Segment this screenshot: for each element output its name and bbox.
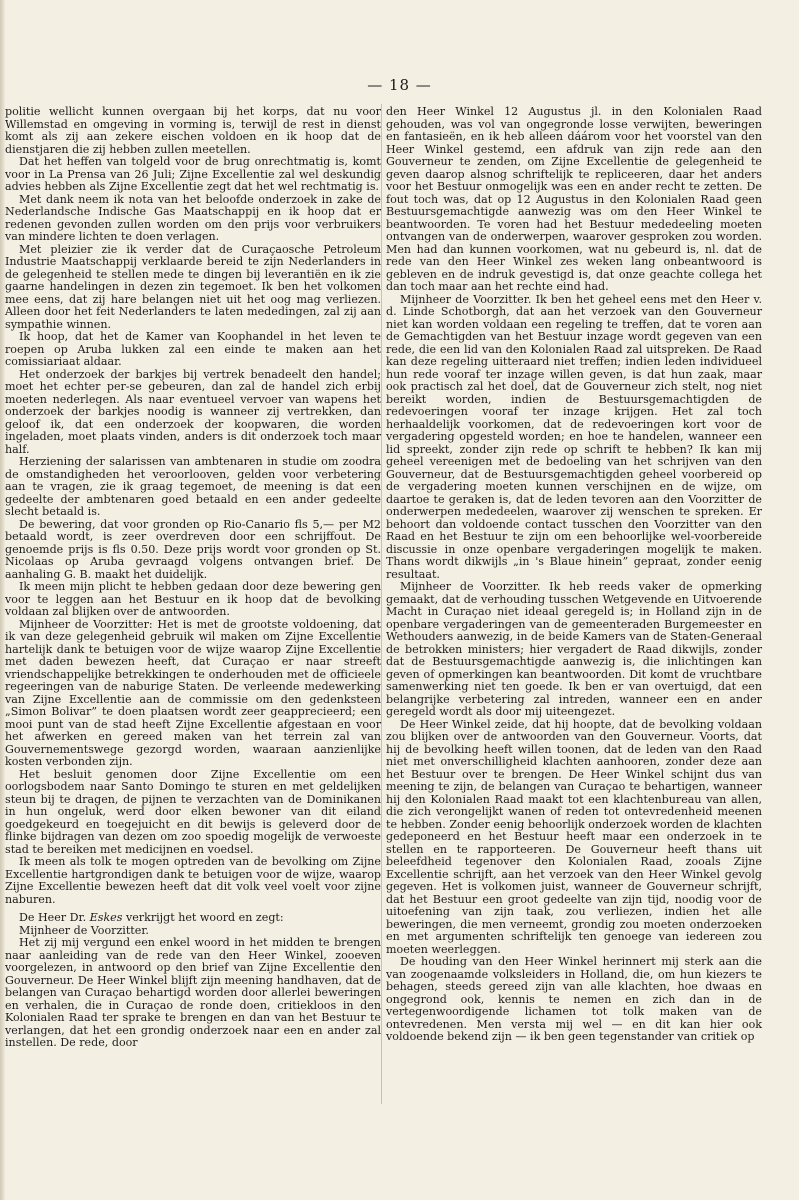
paragraph: Ik meen als tolk te mogen optreden van de bevolking om Zijne Excellentie hartgrondigen dank te betuigen voor de wijze, waarop Zijne Excellentie bewezen heeft dat dit volk veel voelt voor zijne naburen. — [5, 855, 381, 906]
paragraph: Dat het heffen van tolgeld voor de brug onrechtmatig is, komt voor in La Prensa van 26 Juli; Zijne Excellentie zal wel deskundig advies hebben als Zijne Excellentie zegt dat het wel rechtmatig is. — [5, 155, 381, 193]
paragraph: Het onderzoek der barkjes bij vertrek benadeelt den handel; moet het echter per-se gebeuren, dan zal de handel zich erbij moeten nederlegen. Als naar eventueel vervoer van wapens het onderzoek der barkjes noodig is wanneer zij vertrekken, dan geloof ik, dat een onderzoek der koopwaren, die worden ingeladen, moet plaats vinden, anders is dit onderzoek toch maar half. — [5, 367, 381, 456]
paragraph: Mijnheer de Voorzitter: Het is met de grootste voldoening, dat ik van deze gelegenheid gebruik wil maken om Zijne Excellentie hartelijk dank te betuigen voor de wijze waarop Zijne Excellentie met daden bewezen heeft, dat Curaçao er naar streeft vriendschappelijke betrekkingen te onderhouden met de officieele regeeringen van de naburige Staten. De verleende medewerking van Zijne Excellentie aan de commissie om den gedenksteen „Simon Bolivar” te doen plaatsen wordt zeer geapprecieerd; een mooi punt van de stad heeft Zijne Excellentie afgestaan en voor het afwerken en gereed maken van het terrein zal van Gouvernementswege gezorgd worden, waaraan aanzienlijke kosten verbonden zijn. — [5, 617, 381, 768]
paragraph: Mijnheer de Voorzitter. — [19, 923, 149, 937]
paragraph: Het zij mij vergund een enkel woord in het midden te brengen naar aanleiding van de rede van den Heer Winkel, zooeven voorgelezen, in antwoord op den brief van Zijne Excellentie den Gouverneur. De Heer Winkel blijft zijn meening handhaven, dat de belangen van Curaçao behartigd worden door allerlei beweringen en verhalen, die in Curaçao de ronde doen, critiekloos in den Kolonialen Raad ter sprake te brengen en dan van het Bestuur te verlangen, dat het een grondig onderzoek naar een en ander zal instellen. De rede, door — [5, 936, 381, 1049]
speaker-name: Eskes — [89, 911, 123, 924]
paragraph: Mijnheer de Voorzitter. Ik heb reeds vaker de opmerking gemaakt, dat de verhouding tusschen Wetgevende en Uitvoerende Macht in Curaçao niet ideaal geregeld is; in Holland zijn in de openbare vergaderingen van de gemeenteraden Burgemeester en Wethouders aanwezig, in de beide Kamers van de Staten-Generaal de betrokken ministers; hier vergadert de Raad dikwijls, zonder dat de Bestuursgemachtigde aanwezig is, die inlichtingen kan geven of opmerkingen kan beantwoorden. Dit komt de vruchtbare samenwerking niet ten goede. Ik ben er van overtuigd, dat een belangrijke verbetering zal intreden, wanneer een en ander geregeld wordt als door mij uiteengezet. — [386, 580, 762, 718]
paragraph: Ik hoop, dat het de Kamer van Koophandel in het leven te roepen op Aruba lukken zal een einde te maken aan het comissiariaat aldaar. — [5, 330, 381, 368]
paragraph: Met dank neem ik nota van het beloofde onderzoek in zake de Nederlandsche Indische Gas Maatschappij en ik hoop dat er redenen gevonden zullen worden om den prijs voor verbruikers van mindere lichten te doen verlagen. — [5, 192, 381, 243]
paragraph: De bewering, dat voor gronden op Rio-Canario fls 5,— per M2 betaald wordt, is zeer overdreven door een schrijffout. De genoemde prijs is fls 0.50. Deze prijs wordt voor gronden op St. Nicolaas op Aruba gevraagd volgens ontvangen brief. De aanhaling G. B. maakt het duidelijk. — [5, 517, 381, 581]
page-number: — 18 — — [367, 76, 432, 94]
paragraph: politie wellicht kunnen overgaan bij het korps, dat nu voor Willemstad en omgeving in vorming is, terwijl de rest in dienst komt als zij aan zekere eischen voldoen en ik hoop dat de dienstjaren die zij hebben zullen meetellen. — [5, 105, 381, 156]
speaker-intro — [5, 912, 381, 925]
paragraph: De Heer Winkel zeide, dat hij hoopte, dat de bevolking voldaan zou blijken over de antwoorden van den Gouverneur. Voorts, dat hij de bevolking heeft willen toonen, dat de leden van den Raad niet met onverschilligheid klachten aanhooren, zonder deze aan het Bestuur over te brengen. De Heer Winkel schijnt dus van meening te zijn, de belangen van Curaçao te behartigen, wanneer hij den Kolonialen Raad maakt tot een klachtenbureau van allen, die zich verongelijkt wanen of reden tot ontevredenheid meenen te hebben. Zonder eenig behoorlijk onderzoek worden de klachten gedeponeerd en het Bestuur heeft maar een onderzoek in te stellen en te rapporteeren. De Gouverneur heeft thans uit beleefdheid tegenover den Kolonialen Raad, zooals Zijne Excellentie schrijft, aan het verzoek van den Heer Winkel gevolg gegeven. Het is volkomen juist, wanneer de Gouverneur schrijft, dat het Bestuur een groot gedeelte van zijn tijd, noodig voor de uitoefening van zijn taak, zou verliezen, indien het alle beweringen, die men verneemt, grondig zou moeten onderzoeken en met argumenten schriftelijk ten genoege van iedereen zou moeten weerleggen. — [386, 717, 762, 956]
right-column — [386, 106, 762, 1044]
speaker-intro-suffix: verkrijgt het woord en zegt: — [122, 911, 284, 924]
column-divider — [381, 104, 382, 1104]
paragraph: Mijnheer de Voorzitter. Ik ben het geheel eens met den Heer v. d. Linde Schotborgh, dat aan het verzoek van den Gouverneur niet kan worden voldaan een regeling te treffen, dat te voren aan de Gemachtigden van het Bestuur inzage wordt gegeven van een rede, die een lid van den Kolonialen Raad zal uitspreken. De Raad kan deze regeling uitteraard niet treffen; indien leden individueel hun rede vooraf ter inzage willen geven, is dat hun zaak, maar ook practisch zal het doel, dat de Gouverneur zich stelt, nog niet bereikt worden, indien de Bestuursgemachtigden de redevoeringen vooraf ter inzage krijgen. Het zal toch herhaaldelijk voorkomen, dat de redevoeringen kort voor de vergadering opgesteld worden; en hoe te handelen, wanneer een lid spreekt, zonder zijn rede op schrift te hebben? Ik kan mij geheel vereenigen met de bedoeling van het schrijven van den Gouverneur, dat de Bestuursgemachtigden geheel voorbereid op de vergadering moeten kunnen verschijnen en de wijze, om daartoe te geraken is, dat de leden tevoren aan den Voorzitter de onderwerpen mededeelen, waarover zij wenschen te spreken. Er behoort dan voldoende contact tusschen den Voorzitter van den Raad en het Bestuur te zijn om een behoorlijke wel-voorbereide discussie in onze openbare vergaderingen mogelijk te maken. Thans wordt dikwijls „in 's Blaue hinein” gepraat, zonder eenig resultaat. — [386, 292, 762, 581]
paragraph: Met pleizier zie ik verder dat de Curaçaosche Petroleum Industrie Maatschappij verklaarde bereid te zijn Nederlanders in de gelegenheid te stellen mede te dingen bij leverantiën en ik zie gaarne handelingen in dezen zin tegemoet. Ik ben het volkomen mee eens, dat zij hare belangen niet uit het oog mag verliezen. Alleen door het feit Nederlanders te laten mededingen, zal zij aan sympathie winnen. — [5, 242, 381, 331]
paragraph: Ik meen mijn plicht te hebben gedaan door deze bewering gen voor te leggen aan het Bestuur en ik hoop dat de bevolking voldaan zal blijken over de antwoorden. — [5, 580, 381, 618]
paragraph: De houding van den Heer Winkel herinnert mij sterk aan die van zoogenaamde volksleiders in Holland, die, om hun kiezers te behagen, steeds gereed zijn van alle klachten, hoe dwaas en ongegrond ook, kennis te nemen en zich dan in de vertegenwoordigende lichamen tot tolk maken van de ontevredenen. Men versta mij wel — en dit kan hier ook voldoende bekend zijn — ik ben geen tegenstander van critiek op — [386, 955, 762, 1043]
left-column — [5, 106, 381, 1050]
paragraph: den Heer Winkel 12 Augustus jl. in den Kolonialen Raad gehouden, was vol van ongegronde losse verwijten, beweringen en fantasieën, en ik heb alleen dáárom voor het voorstel van den Heer Winkel gestemd, een afdruk van zijn rede aan den Gouverneur te zenden, om Zijne Excellentie de gelegenheid te geven daarop alsnog schriftelijk te repliceeren, daar het anders voor het Bestuur onmogelijk was een en ander recht te zetten. De fout toch was, dat op 12 Augustus in den Kolonialen Raad geen Bestuursgemachtigde aanwezig was om den Heer Winkel te beantwoorden. Te voren had het Bestuur mededeeling moeten ontvangen van de onderwerpen, waarover gesproken zou worden. Men had dan kunnen voorkomen, wat nu gebeurd is, nl. dat de rede van den Heer Winkel zes weken lang onbeantwoord is gebleven en de indruk gevestigd is, dat onze geachte collega het dan toch maar aan het rechte eind had. — [386, 105, 762, 293]
paragraph: Het besluit genomen door Zijne Excellentie om een oorlogsbodem naar Santo Domingo te sturen en met geldelijken steun bij te dragen, de pijnen te verzachten van de Dominikanen in hun ongeluk, werd door elken bewoner van dit eiland goedgekeurd en toegejuicht en dit bewijs is geleverd door de flinke bijdragen van dezen om zoo spoedig mogelijk de verwoeste stad te bereiken met medicijnen en voedsel. — [5, 767, 381, 856]
speaker-intro-prefix: De Heer Dr. — [19, 911, 90, 924]
paragraph: Herziening der salarissen van ambtenaren in studie om zoodra de omstandigheden het veroorlooven, gelden voor verbetering aan te vragen, zie ik graag tegemoet, de meening is dat een gedeelte der ambtenaren goed betaald en een ander gedeelte slecht betaald is. — [5, 455, 381, 518]
